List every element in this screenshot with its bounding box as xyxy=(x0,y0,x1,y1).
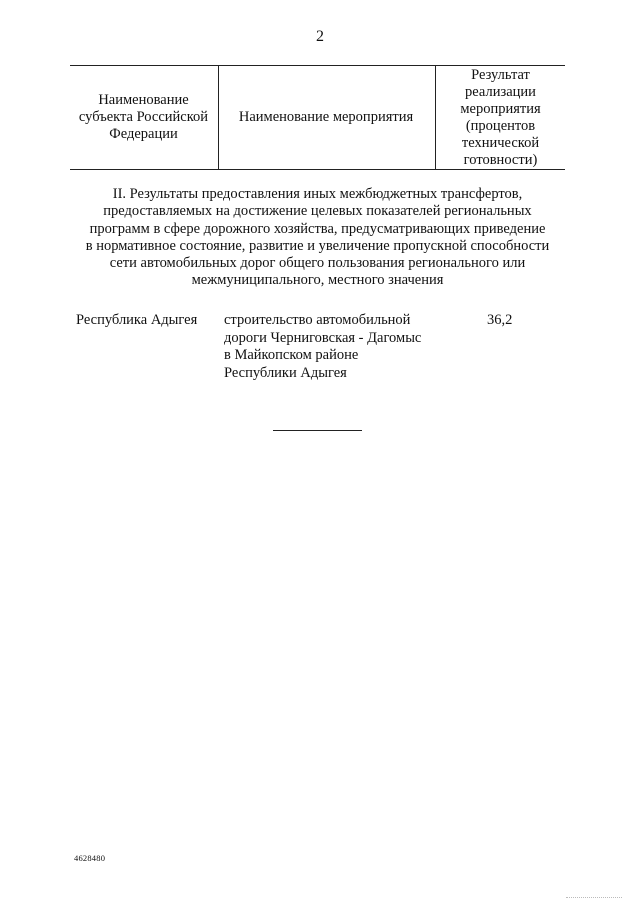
header-event-name: Наименование мероприятия xyxy=(238,109,414,125)
header-result-line: реализации xyxy=(465,83,536,100)
header-subject-line: Наименование xyxy=(98,92,189,108)
page-number: 2 xyxy=(316,28,324,45)
end-of-table-rule xyxy=(273,430,362,431)
row-region-name: Республика Адыгея xyxy=(76,312,198,328)
section-title xyxy=(70,186,565,290)
table-header xyxy=(70,65,565,170)
header-subject-line: Федерации xyxy=(109,126,178,142)
header-result xyxy=(436,66,565,169)
row-event-line: Республики Адыгея xyxy=(224,364,347,381)
header-result-line: технической xyxy=(461,134,540,151)
row-event-description xyxy=(224,312,464,382)
row-result-value: 36,2 xyxy=(487,312,513,328)
row-event-line: строительство автомобильной xyxy=(224,312,411,328)
header-result-line: (процентов xyxy=(465,117,536,134)
header-result-line: готовности) xyxy=(463,151,538,168)
section-title-line: предоставляемых на достижение целевых показателей региональных xyxy=(103,203,532,220)
header-result-line: Результат xyxy=(471,66,530,83)
header-result-line: мероприятия xyxy=(460,100,541,117)
section-title-line: межмуниципального, местного значения xyxy=(191,272,444,289)
header-subject-name xyxy=(70,66,217,169)
row-event-line: в Майкопском районе xyxy=(224,347,359,363)
section-title-line: II. Результаты предоставления иных межбюджетных трансфертов, xyxy=(112,186,523,202)
section-title-line: сети автомобильных дорог общего пользования регионального или xyxy=(109,255,526,272)
scan-artifact-marks xyxy=(566,897,622,898)
section-title-line: в нормативное состояние, развитие и увеличение пропускной способности xyxy=(85,237,550,254)
row-event-line: дороги Черниговская - Дагомыс xyxy=(224,329,422,346)
section-title-line: программ в сфере дорожного хозяйства, предусматривающих приведение xyxy=(89,220,546,237)
document-code: 4628480 xyxy=(74,853,106,863)
header-subject-line: субъекта Российской xyxy=(78,109,209,125)
